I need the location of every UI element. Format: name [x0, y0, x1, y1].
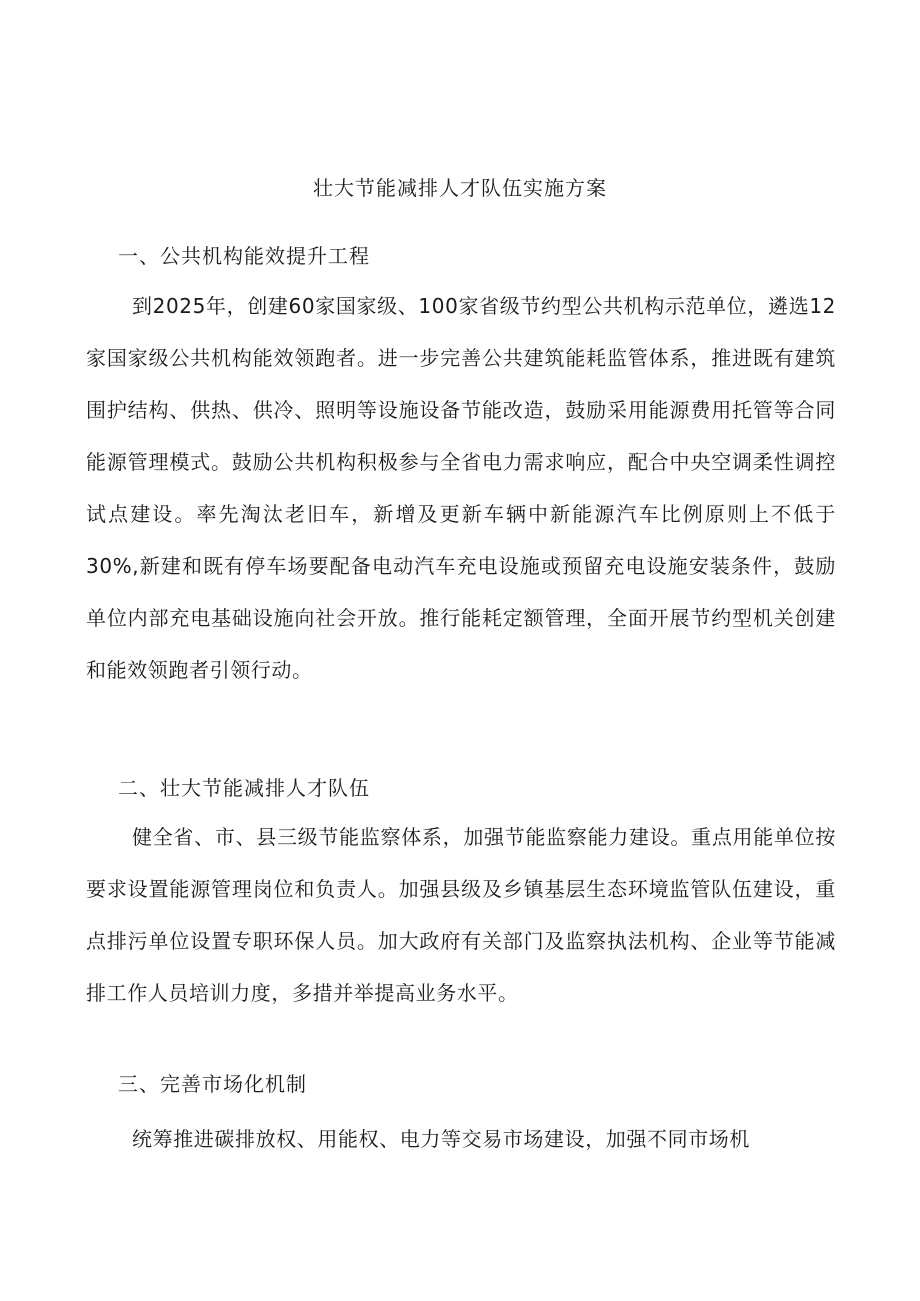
- section-heading-2: 二、壮大节能减排人才队伍: [118, 776, 370, 800]
- section-heading-1: 一、公共机构能效提升工程: [118, 244, 370, 268]
- document-title: 壮大节能减排人才队伍实施方案: [313, 176, 607, 200]
- section-paragraph-3: 统筹推进碳排放权、用能权、电力等交易市场建设，加强不同市场机: [132, 1127, 750, 1151]
- section-heading-3: 三、完善市场化机制: [118, 1072, 307, 1096]
- section-paragraph-1: 到2025年，创建60家国家级、100家省级节约型公共机构示范单位，遴选12家国家级公共机构能效领跑者。进一步完善公共建筑能耗监管体系，推进既有建筑围护结构、供热、供冷、照明等设施设备节能改造，鼓励采用能源费用托管等合同能源管理模式。鼓励公共机构积极参与全省电力需求响应，配合中央空调柔性调控试点建设。率先淘汰老旧车，新增及更新车辆中新能源汽车比例原则上不低于30%,新建和既有停车场要配备电动汽车充电设施或预留充电设施安装条件，鼓励单位内部充电基础设施向社会开放。推行能耗定额管理，全面开展节约型机关创建和能效领跑者引领行动。: [86, 294, 836, 682]
- section-paragraph-2: 健全省、市、县三级节能监察体系，加强节能监察能力建设。重点用能单位按要求设置能源管理岗位和负责人。加强县级及乡镇基层生态环境监管队伍建设，重点排污单位设置专职环保人员。加大政府有关部门及监察执法机构、企业等节能减排工作人员培训力度，多措并举提高业务水平。: [86, 825, 836, 1005]
